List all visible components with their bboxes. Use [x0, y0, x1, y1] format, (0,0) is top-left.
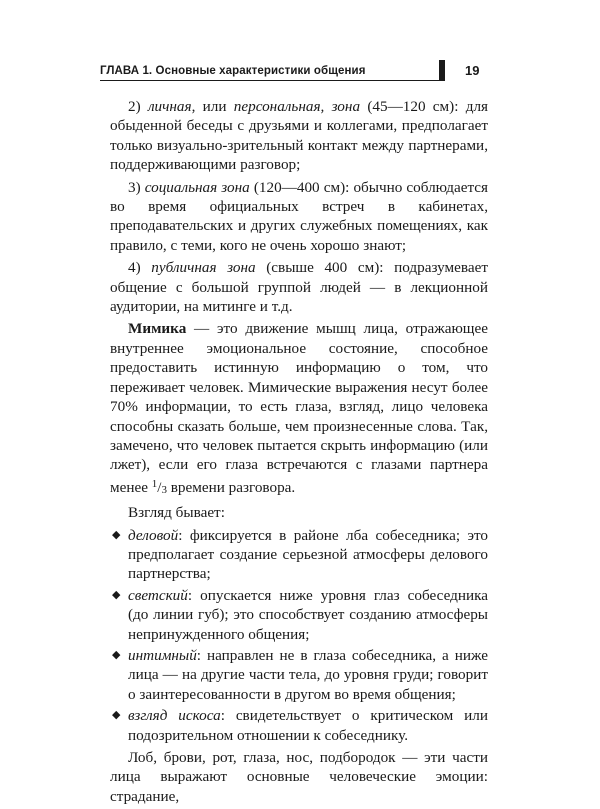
list-number: 4) [128, 259, 152, 277]
fraction-slash: / [157, 479, 162, 496]
fraction-denominator: 3 [161, 483, 167, 496]
term-business: деловой [128, 526, 179, 544]
term-mimicry: Мимика [128, 320, 187, 338]
paragraph-personal-zone [110, 97, 488, 175]
list-item-social-gaze [110, 586, 488, 644]
running-head [100, 58, 445, 81]
term-sideways: взгляд искоса [128, 707, 221, 725]
list-item-text: : опускается ниже уровня глаз собеседника (до линии губ); это способствует созданию атмосферы непринужденного общения; [128, 586, 488, 643]
paragraph-text: (120—400 см): обычно соблюдается во время официальных встреч в кабинетах, преподавательских и других служебных помещениях, как правило, с теми, кого не очень хорошо знают; [110, 178, 489, 254]
list-number: 2) [128, 98, 148, 115]
diamond-bullet-icon: ◆ [112, 528, 121, 541]
list-item-business-gaze [110, 526, 488, 584]
term-public-zone: публичная зона [151, 259, 256, 277]
diamond-bullet-icon: ◆ [112, 588, 121, 601]
term-personal-zone: персональная, зона [233, 98, 361, 115]
term-intimate: интимный [128, 646, 197, 664]
paragraph-text: (45—120 см): для обыденной беседы с друзьями и коллегами, предполагает только визуально-зрительный контакт между партнерами, поддерживающими разговор; [110, 98, 489, 174]
list-item-intimate-gaze [110, 646, 488, 704]
body-text [110, 97, 488, 809]
paragraph-mimicry [110, 319, 488, 500]
diamond-bullet-icon: ◆ [112, 648, 121, 661]
paragraph-text: (свыше 400 см): подразумевает общение с большой группой людей — в лекционной аудитории, на митинге и т.д. [110, 259, 488, 316]
paragraph-social-zone [110, 178, 488, 256]
paragraph-public-zone [110, 258, 488, 316]
page-number: 19 [465, 63, 480, 78]
list-number: 3) [128, 178, 145, 196]
header-bar-marker [439, 60, 445, 81]
list-item-text: : фиксируется в районе лба собеседника; это предполагает создание серьезной атмосферы делового партнерства; [128, 526, 488, 583]
paragraph-gaze-intro: Взгляд бывает: [128, 504, 225, 522]
paragraph-face-parts: Лоб, брови, рот, глаза, нос, подбородок — эти части лица выражают основные человеческие эмоции: страдание, [110, 749, 488, 805]
list-item-sideways-gaze [110, 706, 488, 745]
chapter-title: ГЛАВА 1. Основные характеристики общения [100, 65, 366, 77]
fraction-numerator: 1 [151, 477, 158, 490]
term-secular: светский [128, 586, 188, 604]
term-social-zone: социальная зона [144, 178, 250, 196]
paragraph-text: времени разговора. [166, 478, 296, 496]
connector-text: , или [191, 98, 234, 115]
term-personal: личная [147, 98, 192, 115]
list-item-text: : свидетельствует о критическом или подозрительном отношении к собеседнику. [128, 707, 488, 744]
paragraph-text: — это движение мышц лица, отражающее внутреннее эмоциональное состояние, способное предоставить истинную информацию о том, что переживает человек. Мимические выражения несут более 70% информации, то есть глаза, взгляд, лицо человека способны сказать больше, чем произнесенные слова. Так, замечено, что человек пытается скрыть информацию (или лжет), если его глаза встречаются с глазами партнера менее [110, 320, 488, 496]
gaze-types-list [110, 526, 488, 745]
diamond-bullet-icon: ◆ [112, 709, 121, 722]
list-item-text: : направлен не в глаза собеседника, а ниже лица — на другие части тела, до уровня груди; говорит о заинтересованности в другом во время общения; [128, 646, 488, 703]
